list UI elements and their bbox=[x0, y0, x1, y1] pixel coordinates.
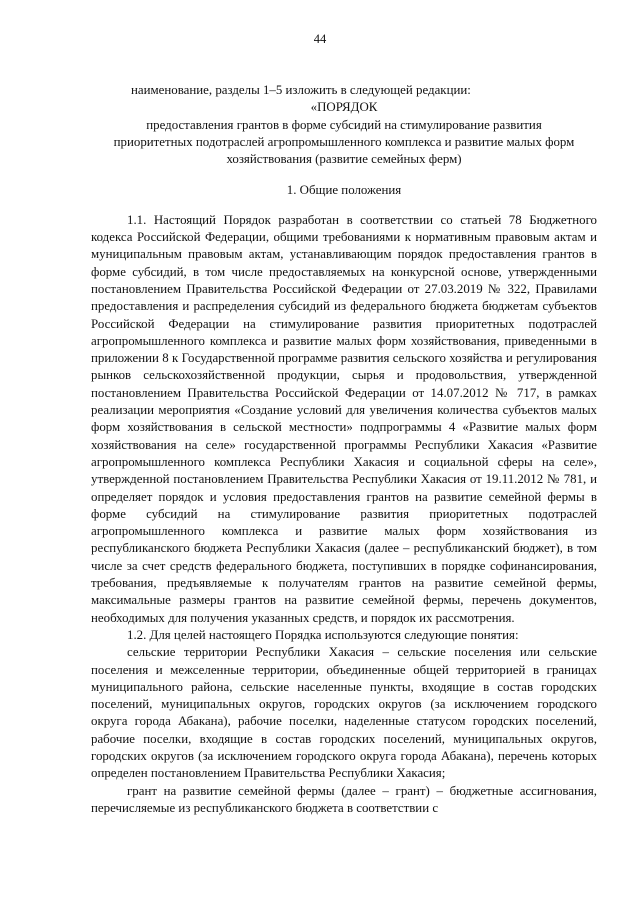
title-line-1: предоставления грантов в форме субсидий на стимулирование развития bbox=[146, 117, 542, 132]
paragraph-1-2: 1.2. Для целей настоящего Порядка используются следующие понятия: bbox=[127, 627, 519, 642]
title-line-3: хозяйствования (развитие семейных ферм) bbox=[226, 152, 462, 167]
document-body bbox=[91, 82, 597, 817]
title-heading: «ПОРЯДОК bbox=[310, 100, 378, 115]
page-number: 44 bbox=[313, 32, 327, 46]
definition-rural-territories: сельские территории Республики Хакасия – сельские поселения или сельские поселения и межселенные территории, объединенные общей территорией в границах муниципального района, сельские населенные пункты, входящие в состав городских поселений, муниципальных округов, городских округов (за исключением городского округа города Абакана), рабочие поселки, наделенные статусом городских поселений, рабочие поселки, входящие в состав городских поселений, муниципальных округов, городских округов (за исключением городского округа города Абакана), перечень которых определен постановлением Правительства Республики Хакасия; bbox=[91, 645, 597, 781]
section-heading: 1. Общие положения bbox=[286, 183, 402, 198]
definition-grant: грант на развитие семейной фермы (далее – грант) – бюджетные ассигнования, перечисляемые из республиканского бюджета в соответствии с bbox=[91, 783, 597, 815]
intro-text: наименование, разделы 1–5 изложить в следующей редакции: bbox=[131, 83, 471, 97]
document-title bbox=[91, 99, 597, 168]
paragraph-1-1: 1.1. Настоящий Порядок разработан в соответствии со статьей 78 Бюджетного кодекса Российской Федерации, общими требованиями к нормативным правовым актам и муниципальным правовым актам, устанавливающим порядок предоставления грантов в форме субсидий, в том числе предоставляемых на конкурсной основе, утвержденными постановлением Правительства Российской Федерации от 27.03.2019 № 322, Правилами предоставления и распределения субсидий из федерального бюджета бюджетам субъектов Российской Федерации на стимулирование развития приоритетных подотраслей агропромышленного комплекса и развитие малых форм хозяйствования, приведенными в приложении 8 к Государственной программе развития сельского хозяйства и регулирования рынков сельскохозяйственной продукции, сырья и продовольствия, утвержденной постановлением Правительства Российской Федерации от 14.07.2012 № 717, в рамках реализации мероприятия «Создание условий для увеличения количества субъектов малых форм хозяйствования в сельской местности» подпрограммы 4 «Развитие малых форм хозяйствования на селе» государственной программы Республики Хакасия «Развитие агропромышленного комплекса Республики Хакасия и социальной сферы на селе», утвержденной постановлением Правительства Республики Хакасия от 19.11.2012 № 781, и определяет порядок и условия предоставления грантов на развитие семейной фермы в форме субсидий на стимулирование развития приоритетных подотраслей агропромышленного комплекса и развитие малых форм хозяйствования из республиканского бюджета Республики Хакасия (далее – республиканский бюджет), в том числе за счет средств федерального бюджета, поступивших в порядке софинансирования, требования, предъявляемые к получателям грантов на развитие семейной фермы, максимальные размеры грантов на развитие семейной фермы, перечень документов, необходимых для получения указанных средств, и порядок их рассмотрения. bbox=[91, 212, 597, 625]
title-line-2: приоритетных подотраслей агропромышленного комплекса и развитие малых форм bbox=[113, 134, 575, 149]
